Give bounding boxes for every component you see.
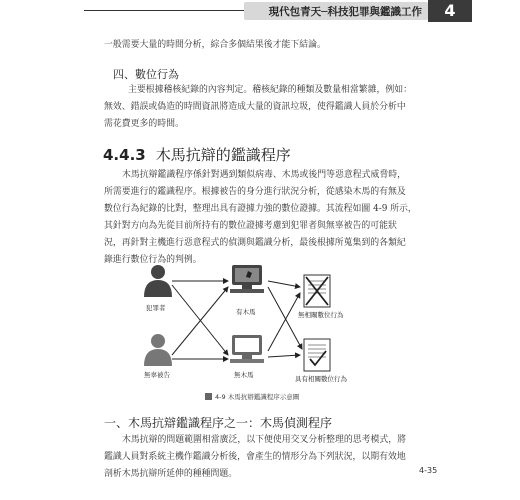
body-line-4: 其針對方向為先從目前所持有的數位證據考慮到犯罪者與無辜被告的可能狀 bbox=[104, 221, 397, 231]
arrow-no-trojan-to-unrelated bbox=[268, 293, 300, 351]
figure-marker-icon bbox=[205, 393, 212, 400]
arrow-no-trojan-to-related bbox=[268, 355, 300, 357]
section-1-title: 一、木馬抗辯鑑識程序之一：木馬偵測程序 bbox=[104, 416, 333, 430]
subsection-title: 木馬抗辯的鑑識程序 bbox=[155, 146, 291, 164]
section-1-line-1: 木馬抗辯的問題範圍相當廣泛，以下便使用交叉分析整理的思考模式，將 bbox=[122, 435, 406, 445]
figure-trojan-defense-diagram bbox=[140, 263, 380, 391]
label-trojan: 有木馬 bbox=[236, 308, 256, 316]
body-line-2: 所需要進行的鑑識程序。根據被告的身分進行狀況分析，從感染木馬的有無及 bbox=[104, 187, 406, 197]
trojan-computer-icon bbox=[230, 265, 264, 293]
arrow-trojan-to-related bbox=[268, 287, 302, 349]
section-1-line-2: 鑑識人員對系統主機作鑑識分析後，會產生的情形分為下列狀況，以期有效地 bbox=[104, 452, 406, 462]
intro-line: 一般需要大量的時間分析，綜合多個結果後才能下結論。 bbox=[104, 40, 326, 50]
label-unrelated: 無相關數位行為 bbox=[298, 311, 344, 319]
innocent-person-icon bbox=[144, 334, 172, 366]
diagram-svg bbox=[140, 263, 380, 391]
running-title: 現代包青天─科技犯罪與鑑識工作 bbox=[268, 6, 422, 18]
label-criminal: 犯罪者 bbox=[146, 304, 166, 312]
section-4-title: 四、數位行為 bbox=[113, 68, 179, 81]
section-4-line-1: 主要根據稽核紀錄的內容判定。稽核紀錄的種類及數量相當繁雜，例如： bbox=[128, 85, 412, 95]
chapter-number: 4 bbox=[428, 0, 472, 22]
page-number: 4-35 bbox=[419, 466, 438, 475]
label-related: 具有相關數位行為 bbox=[295, 375, 347, 383]
body-line-1: 木馬抗辯鑑識程序係針對遇到類似病毒、木馬或後門等惡意程式威脅時， bbox=[122, 170, 406, 180]
subsection-number: 4.4.3 bbox=[103, 146, 146, 164]
body-line-3: 數位行為紀錄的比對，整理出具有證據力強的數位證據。其流程如圖 4-9 所示， bbox=[104, 204, 417, 214]
label-innocent: 無辜被告 bbox=[144, 371, 170, 379]
arrow-trojan-to-unrelated bbox=[268, 281, 300, 287]
section-1-line-3: 剖析木馬抗辯所延伸的種種問題。 bbox=[104, 469, 238, 479]
figure-caption bbox=[205, 392, 299, 401]
label-no-trojan: 無木馬 bbox=[234, 371, 254, 379]
section-4-line-3: 需花費更多的時間。 bbox=[104, 119, 184, 129]
unrelated-record-document-icon bbox=[304, 275, 330, 307]
criminal-person-icon bbox=[144, 265, 172, 297]
clean-computer-icon bbox=[230, 335, 264, 363]
body-line-6: 錄進行數位行為的判例。 bbox=[104, 255, 202, 265]
body-line-5: 況，再針對主機進行惡意程式的偵測與鑑識分析，最後根據所蒐集到的各類紀 bbox=[104, 238, 406, 248]
figure-caption-text: 木馬抗辯鑑識程序示意圖 bbox=[227, 393, 300, 401]
section-4-line-2: 無效、錯誤或偽造的時間資訊將造成大量的資訊垃圾，使得鑑識人員於分析中 bbox=[104, 102, 406, 112]
subsection-heading bbox=[103, 144, 291, 165]
related-record-document-icon bbox=[304, 339, 330, 371]
figure-caption-number: 4-9 bbox=[215, 393, 226, 401]
